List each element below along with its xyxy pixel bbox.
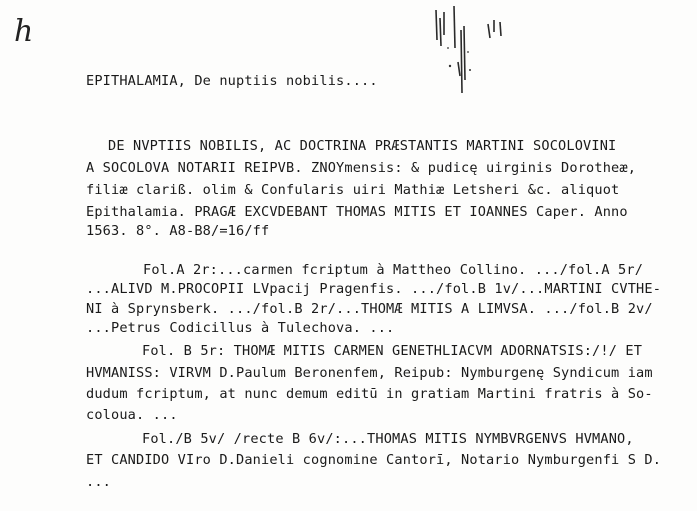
note-line: dudum fcriptum, at nunc demum editū in gratiam Martini fratris à So- [86, 386, 653, 402]
note-line: Fol. B 5r: THOMÆ MITIS CARMEN GENETHLIACVM ADORNATSIS:/!/ ET [142, 343, 643, 359]
note-line: NI à Sprynsberk. .../fol.B 2r/...THOMÆ MITIS A LIMVSA. .../fol.B 2v/ [86, 301, 653, 317]
title-line: filiæ clariß. olim & Confularis uiri Mathiæ Letsheri &c. aliquot [86, 182, 620, 198]
note-line: coloua. ... [86, 407, 178, 423]
title-line: DE NVPTIIS NOBILIS, AC DOCTRINA PRÆSTANTIS MARTINI SOCOLOVINI [108, 138, 617, 154]
handwritten-mark: h [14, 14, 34, 49]
card-heading: EPITHALAMIA, De nuptiis nobilis.... [86, 73, 378, 89]
note-line: ...ALIVD M.PROCOPII LVpacij Pragenfis. .../fol.B 1v/...MARTINI CVTHE- [86, 281, 662, 297]
note-line: ... [86, 474, 112, 490]
note-line: Fol.A 2r:...carmen fcriptum à Mattheo Collino. .../fol.A 5r/ [143, 262, 644, 278]
note-line: Fol./B 5v/ /recte B 6v/:...THOMAS MITIS NYMBVRGENVS HVMANO, [142, 431, 634, 447]
title-line: 1563. 8°. A8-B8/=16/ff [86, 223, 270, 239]
note-line: ET CANDIDO VIro D.Danieli cognomine Cantorī, Notario Nymburgenfi S D. [86, 452, 662, 468]
title-line: A SOCOLOVA NOTARII REIPVB. ZNOYmensis: & pudicę uirginis Dorotheæ, [86, 160, 637, 176]
note-line: ...Petrus Codicillus à Tulechova. ... [86, 320, 395, 336]
note-line: HVMANISS: VIRVM D.Paulum Beronenfem, Reipub: Nymburgenę Syndicum iam [86, 365, 653, 381]
title-line: Epithalamia. PRAGÆ EXCVDEBANT THOMAS MITIS ET IOANNES Caper. Anno [86, 204, 628, 220]
ink-stamp-marks [420, 0, 520, 100]
